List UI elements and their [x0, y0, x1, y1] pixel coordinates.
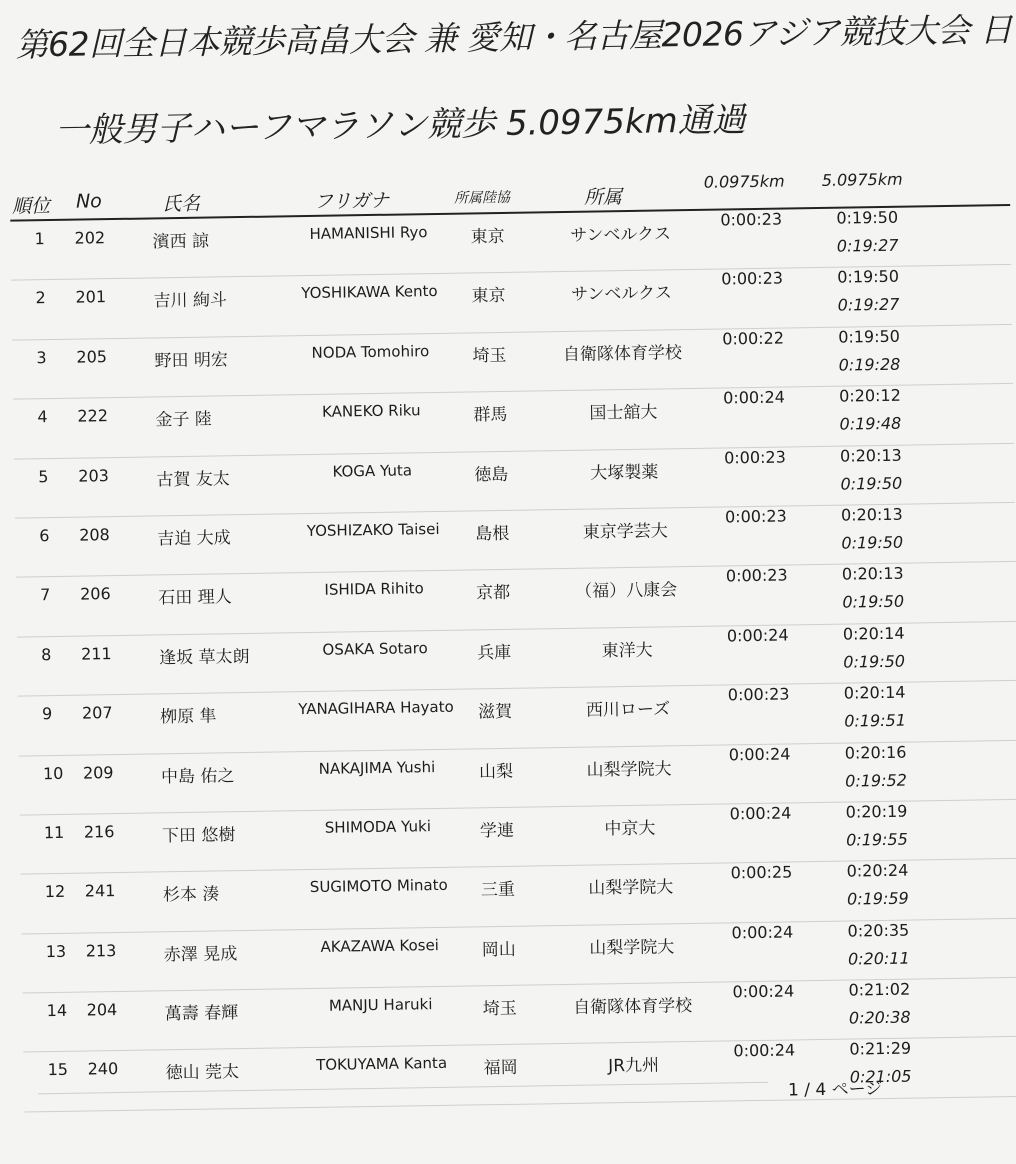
athlete-name-cell: 吉川 絢斗 — [153, 290, 228, 312]
bib-number-cell: 201 — [75, 287, 107, 308]
rank-cell: 15 — [47, 1060, 69, 1080]
prefecture-cell: 島根 — [475, 523, 510, 545]
team-cell: 国士舘大 — [589, 402, 658, 424]
header-name: 氏名 — [161, 192, 201, 216]
rank-cell: 6 — [39, 526, 50, 546]
romanized-name-cell: KANEKO Riku — [321, 401, 421, 421]
team-cell: 東洋大 — [601, 640, 653, 662]
team-cell: 中京大 — [604, 818, 656, 840]
team-cell: 山梨学院大 — [588, 877, 674, 899]
lap-time-cell: 0:19:50 — [841, 532, 904, 553]
athlete-name-cell: 古賀 友太 — [156, 468, 230, 490]
rank-cell: 9 — [41, 704, 53, 724]
bib-number-cell: 205 — [76, 346, 108, 367]
bib-number-cell: 206 — [80, 584, 111, 604]
split-5-0975km-cell: 0:20:13 — [840, 504, 903, 525]
results-table — [10, 206, 1016, 1112]
header-team: 所属 — [583, 186, 623, 209]
bib-number-cell: 241 — [84, 881, 116, 901]
split-0-0975km-cell: 0:00:23 — [721, 268, 784, 289]
split-0-0975km-cell: 0:00:23 — [723, 447, 786, 468]
split-5-0975km-cell: 0:20:14 — [842, 623, 905, 644]
rank-cell: 13 — [45, 941, 67, 961]
athlete-name-cell: 徳山 莞太 — [165, 1062, 240, 1084]
athlete-name-cell: 萬壽 春輝 — [164, 1003, 239, 1025]
bib-number-cell: 222 — [77, 406, 109, 426]
split-0-0975km-cell: 0:00:24 — [728, 743, 791, 764]
romanized-name-cell: HAMANISHI Ryo — [309, 223, 428, 243]
bib-number-cell: 211 — [80, 643, 112, 664]
split-5-0975km-cell: 0:19:50 — [836, 207, 899, 228]
rank-cell: 2 — [35, 288, 46, 308]
split-0-0975km-cell: 0:00:24 — [731, 922, 794, 943]
split-5-0975km-cell: 0:20:13 — [841, 564, 904, 584]
bib-number-cell: 202 — [74, 228, 106, 248]
rank-cell: 1 — [34, 229, 45, 249]
bib-number-cell: 208 — [79, 525, 110, 545]
romanized-name-cell: TOKUYAMA Kanta — [315, 1054, 448, 1075]
bib-number-cell: 240 — [87, 1059, 119, 1080]
prefecture-cell: 滋賀 — [477, 701, 513, 723]
split-5-0975km-cell: 0:19:50 — [837, 267, 900, 288]
bib-number-cell: 204 — [86, 1000, 118, 1020]
header-no: No — [75, 190, 103, 213]
split-0-0975km-cell: 0:00:24 — [732, 981, 795, 1002]
split-0-0975km-cell: 0:00:23 — [725, 565, 788, 586]
header-pref: 所属陸協 — [453, 189, 511, 207]
lap-time-cell: 0:19:51 — [844, 710, 907, 731]
team-cell: 山梨学院大 — [589, 936, 675, 959]
romanized-name-cell: YANAGIHARA Hayato — [298, 697, 454, 719]
prefecture-cell: 福岡 — [483, 1058, 518, 1079]
team-cell: 西川ローズ — [585, 699, 671, 721]
lap-time-cell: 0:19:55 — [845, 829, 908, 850]
lap-time-cell: 0:19:50 — [840, 473, 903, 494]
bib-number-cell: 203 — [78, 465, 110, 486]
prefecture-cell: 東京 — [471, 286, 506, 307]
document-title: 第62回全日本競歩高畠大会 兼 愛知・名古屋2026アジア競技大会 日 — [15, 9, 1013, 65]
rank-cell: 8 — [40, 644, 52, 664]
prefecture-cell: 埼玉 — [472, 345, 507, 367]
romanized-name-cell: NODA Tomohiro — [311, 341, 430, 362]
rank-cell: 7 — [40, 585, 51, 605]
prefecture-cell: 埼玉 — [482, 998, 517, 1020]
romanized-name-cell: NAKAJIMA Yushi — [318, 757, 436, 778]
lap-time-cell: 0:19:48 — [839, 413, 902, 434]
athlete-name-cell: 逢坂 草太朗 — [159, 646, 250, 669]
romanized-name-cell: MANJU Haruki — [328, 995, 433, 1015]
header-split1: 0.0975km — [703, 171, 785, 192]
lap-time-cell: 0:20:38 — [848, 1007, 911, 1028]
rank-cell: 3 — [36, 347, 47, 368]
split-5-0975km-cell: 0:19:50 — [838, 326, 901, 347]
lap-time-cell: 0:19:50 — [843, 651, 906, 672]
split-0-0975km-cell: 0:00:23 — [727, 684, 790, 705]
athlete-name-cell: 中島 佑之 — [160, 765, 235, 787]
romanized-name-cell: OSAKA Sotaro — [322, 638, 428, 659]
prefecture-cell: 岡山 — [481, 939, 516, 961]
lap-time-cell: 0:20:11 — [847, 948, 910, 969]
romanized-name-cell: YOSHIZAKO Taisei — [306, 519, 440, 540]
athlete-name-cell: 野田 明宏 — [154, 350, 229, 372]
lap-time-cell: 0:19:50 — [842, 592, 905, 612]
team-cell: 自衛隊体育学校 — [573, 996, 693, 1018]
romanized-name-cell: KOGA Yuta — [332, 460, 413, 481]
split-0-0975km-cell: 0:00:23 — [724, 506, 787, 527]
bib-number-cell: 216 — [83, 821, 115, 842]
athlete-name-cell: 杉本 湊 — [162, 884, 220, 906]
lap-time-cell: 0:21:05 — [849, 1067, 912, 1088]
header-rank: 順位 — [11, 195, 51, 218]
team-cell: サンベルクス — [571, 283, 672, 306]
page-indicator: 1 / 4 ページ — [787, 1079, 883, 1101]
athlete-name-cell: 金子 陸 — [155, 409, 213, 431]
lap-time-cell: 0:19:59 — [846, 888, 909, 909]
rank-cell: 11 — [43, 822, 65, 843]
header-split2: 5.0975km — [821, 169, 903, 190]
team-cell: （福）八康会 — [575, 580, 678, 603]
document-subtitle: 一般男子ハーフマラソン競歩 5.0975km通過 — [54, 100, 747, 151]
romanized-name-cell: SHIMODA Yuki — [324, 817, 432, 837]
lap-time-cell: 0:19:52 — [845, 770, 908, 791]
prefecture-cell: 群馬 — [473, 405, 508, 426]
split-5-0975km-cell: 0:20:13 — [839, 445, 902, 466]
team-cell: 東京学芸大 — [582, 521, 668, 543]
prefecture-cell: 三重 — [480, 880, 516, 901]
prefecture-cell: 京都 — [476, 583, 511, 604]
split-5-0975km-cell: 0:20:24 — [846, 860, 909, 881]
romanized-name-cell: SUGIMOTO Minato — [309, 876, 448, 897]
lap-time-cell: 0:19:27 — [836, 235, 899, 256]
romanized-name-cell: AKAZAWA Kosei — [320, 935, 440, 956]
split-5-0975km-cell: 0:20:35 — [847, 920, 910, 941]
team-cell: サンベルクス — [570, 224, 672, 246]
split-5-0975km-cell: 0:20:16 — [844, 742, 907, 763]
split-0-0975km-cell: 0:00:24 — [726, 625, 789, 646]
team-cell: 自衛隊体育学校 — [562, 342, 683, 365]
prefecture-cell: 学連 — [479, 820, 515, 842]
split-0-0975km-cell: 0:00:23 — [720, 209, 783, 230]
rank-cell: 10 — [42, 763, 64, 783]
rank-cell: 4 — [37, 407, 48, 427]
athlete-name-cell: 栁原 隼 — [159, 706, 217, 728]
bib-number-cell: 209 — [82, 762, 114, 783]
prefecture-cell: 東京 — [470, 226, 505, 248]
split-0-0975km-cell: 0:00:25 — [730, 862, 793, 883]
split-5-0975km-cell: 0:20:12 — [839, 385, 901, 406]
bib-number-cell: 207 — [81, 703, 113, 723]
split-0-0975km-cell: 0:00:24 — [723, 387, 786, 408]
athlete-name-cell: 石田 理人 — [158, 587, 232, 609]
bib-number-cell: 213 — [85, 940, 117, 961]
team-cell: 山梨学院大 — [586, 758, 672, 781]
prefecture-cell: 徳島 — [474, 464, 509, 485]
team-cell: JR九州 — [608, 1056, 660, 1077]
team-cell: 大塚製薬 — [590, 462, 659, 484]
split-0-0975km-cell: 0:00:24 — [729, 803, 792, 824]
athlete-name-cell: 濱西 諒 — [152, 231, 210, 253]
romanized-name-cell: YOSHIKAWA Kento — [301, 282, 438, 303]
rank-cell: 12 — [44, 882, 66, 902]
header-furigana: フリガナ — [313, 189, 390, 213]
athlete-name-cell: 赤澤 晃成 — [163, 943, 238, 966]
split-0-0975km-cell: 0:00:24 — [733, 1040, 796, 1061]
lap-time-cell: 0:19:27 — [837, 295, 900, 316]
prefecture-cell: 兵庫 — [476, 642, 512, 664]
split-0-0975km-cell: 0:00:22 — [722, 328, 785, 349]
romanized-name-cell: ISHIDA Rihito — [324, 579, 424, 600]
athlete-name-cell: 下田 悠樹 — [161, 825, 236, 847]
split-5-0975km-cell: 0:21:29 — [849, 1039, 912, 1060]
lap-time-cell: 0:19:28 — [838, 354, 901, 375]
prefecture-cell: 山梨 — [478, 761, 514, 782]
rank-cell: 5 — [38, 466, 49, 486]
split-5-0975km-cell: 0:20:19 — [845, 801, 908, 822]
athlete-name-cell: 吉迫 大成 — [157, 528, 231, 550]
split-5-0975km-cell: 0:21:02 — [848, 979, 911, 1000]
rank-cell: 14 — [46, 1000, 68, 1021]
split-5-0975km-cell: 0:20:14 — [843, 682, 906, 703]
